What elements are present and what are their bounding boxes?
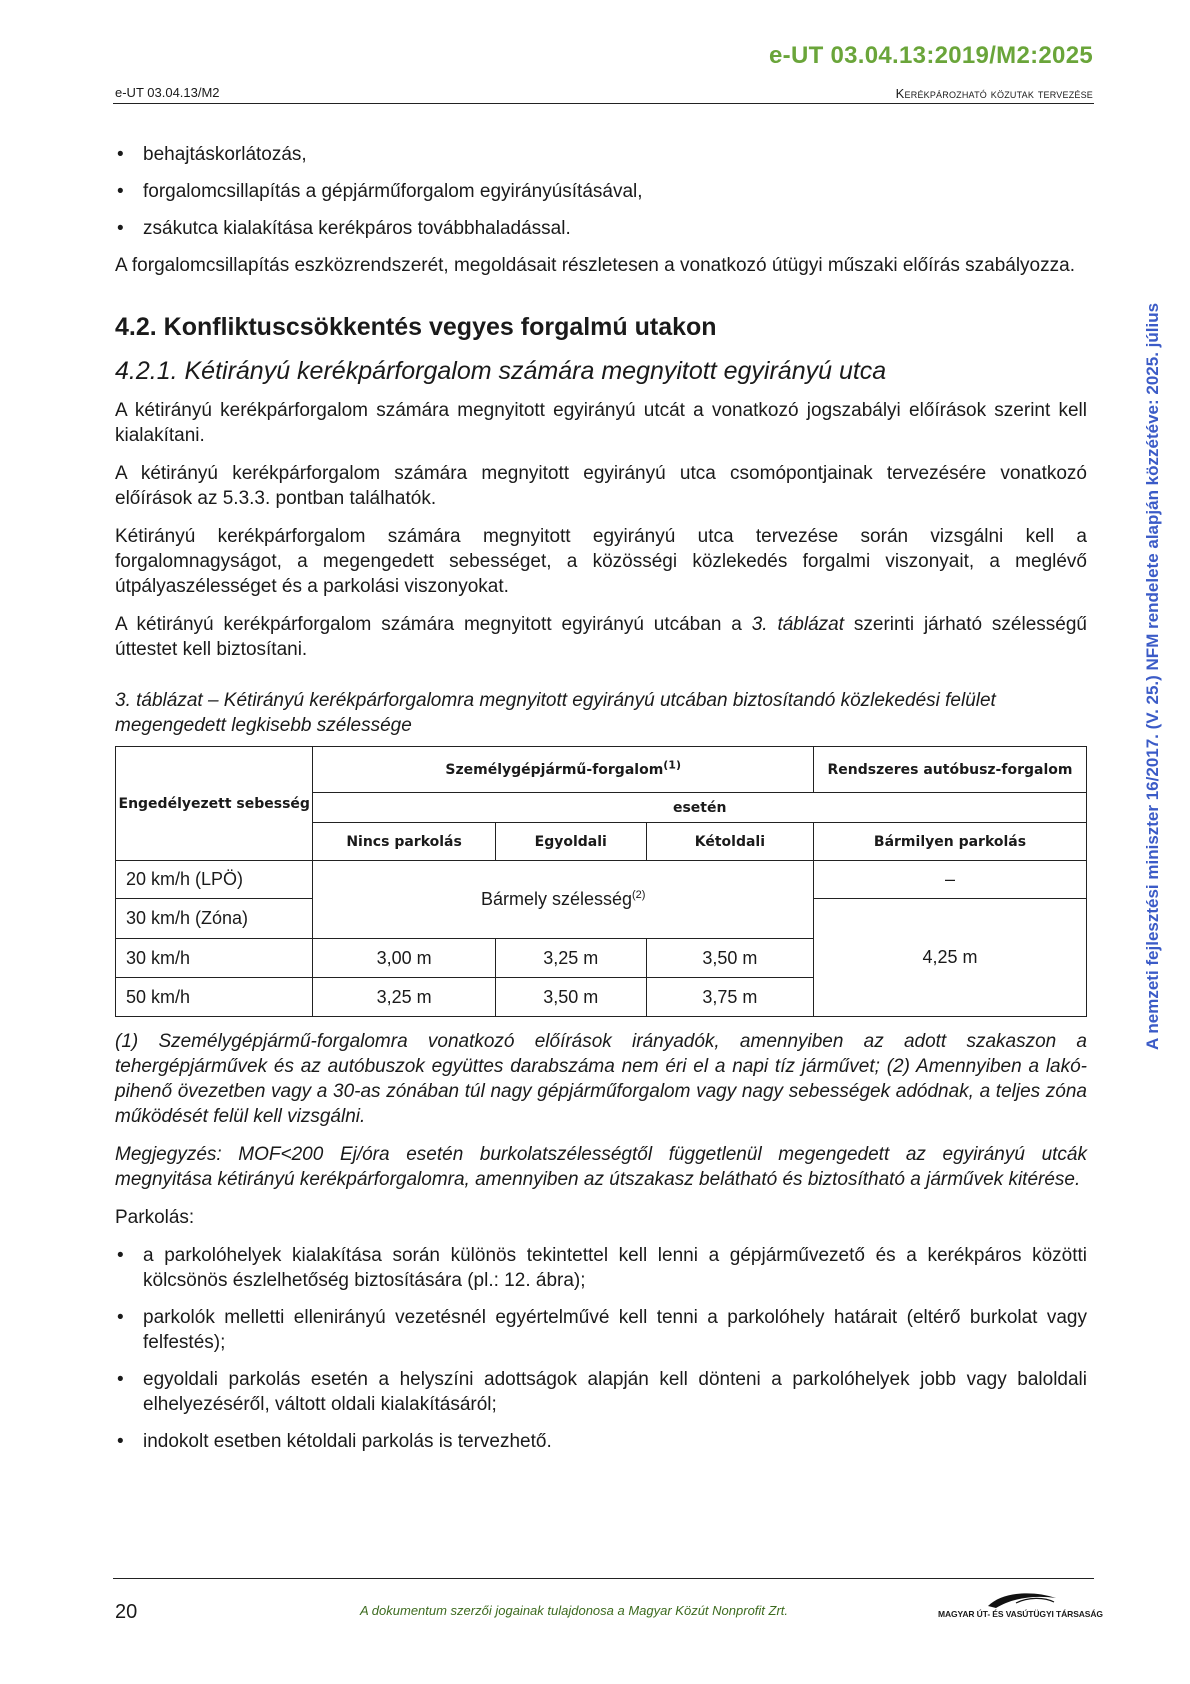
logo-text: MAGYAR ÚT- ÉS VASÚTÜGYI TÁRSASÁG: [938, 1609, 1103, 1619]
value-cell: 3,00 m: [313, 939, 495, 978]
value-cell: 3,25 m: [313, 978, 495, 1017]
paragraph: A kétirányú kerékpárforgalom számára megnyitott egyirányú utca csomópontjainak tervezésére vonatkozó előírások az 5.3.3. pontban találhatók.: [115, 463, 1087, 509]
header-bus-traffic: Rendszeres autóbusz-forgalom: [814, 747, 1087, 793]
speed-cell: 50 km/h: [116, 978, 313, 1017]
header-right: Kerékpározható közutak tervezése: [895, 86, 1093, 101]
header-one-side: Egyoldali: [495, 823, 646, 861]
speed-cell: 30 km/h: [116, 939, 313, 978]
header-car-label: Személygépjármű-forgalom: [445, 761, 664, 778]
paragraph: A forgalomcsillapítás eszközrendszerét, megoldásait részletesen a vonatkozó útügyi műszaki előírás szabályozza.: [115, 255, 1075, 276]
table-footnote: (1) Személygépjármű-forgalomra vonatkozó előírások irányadók, amennyiben az adott szakaszon a tehergépjárművek és az autóbuszok együttes darabszáma nem éri el a napi tíz járművet; (2) Amennyiben a lakó-pihenő övezetben vagy a 30-as zónában túl nagy gépjárműforgalom vagy nagy sebességek adódnak, a teljes zóna működését felül kell vizsgálni.: [115, 1031, 1087, 1127]
header-speed: Engedélyezett sebesség: [116, 747, 313, 861]
footer-rule: [113, 1578, 1094, 1579]
list-item: • parkolók melletti ellenirányú vezetésnél egyértelművé kell tenni a parkolóhely határait (eltérő burkolat vagy felfestés);: [115, 1305, 1087, 1355]
header-case: esetén: [313, 793, 1087, 823]
text: A kétirányú kerékpárforgalom számára megnyitott egyirányú utcában a: [115, 614, 752, 635]
intro-list: [115, 142, 1087, 241]
value-cell: 3,50 m: [495, 978, 646, 1017]
table-reference: 3. táblázat: [751, 614, 844, 635]
list-item: • zsákutca kialakítása kerékpáros továbbhaladással.: [115, 216, 1087, 241]
page-content: [115, 142, 1087, 1466]
bus-width-cell: 4,25 m: [814, 899, 1087, 1017]
any-width-cell: [313, 861, 814, 939]
paragraph: A kétirányú kerékpárforgalom számára megnyitott egyirányú utcát a vonatkozó jogszabályi előírások szerint kell kialakítani.: [115, 400, 1087, 446]
footnote-ref: (2): [632, 889, 646, 901]
paragraph: [115, 612, 1087, 662]
list-item: • egyoldali parkolás esetén a helyszíni adottságok alapján kell dönteni a parkolóhelyek jobb vagy baloldali elhelyezéséről, váltott oldali kialakításáról;: [115, 1367, 1087, 1417]
parking-list: [115, 1243, 1087, 1454]
footnote-ref: (1): [663, 757, 681, 771]
side-note-text: A nemzeti fejlesztési miniszter 16/2017. (V. 25.) NFM rendelete alapján közzétéve: 2025. július: [1143, 302, 1162, 1050]
note: Megjegyzés: MOF<200 Ej/óra esetén burkolatszélességtől függetlenül megengedett az egyirányú utcák megnyitása kétirányú kerékpárforgalomra, amennyiben az útszakasz belátható és biztosítható a járművek kitérése.: [115, 1144, 1087, 1190]
header-car-traffic: [313, 747, 814, 793]
document-code: e-UT 03.04.13:2019/M2:2025: [769, 42, 1093, 69]
header-left: e-UT 03.04.13/M2: [115, 85, 220, 100]
section-heading: 4.2. Konfliktuscsökkentés vegyes forgalmú utakon: [115, 313, 717, 341]
value-cell: 3,75 m: [646, 978, 813, 1017]
value-cell: 3,25 m: [495, 939, 646, 978]
copyright-note: A dokumentum szerzői jogainak tulajdonosa a Magyar Közút Nonprofit Zrt.: [360, 1603, 789, 1618]
list-item: • forgalomcsillapítás a gépjárműforgalom egyirányúsításával,: [115, 179, 1087, 204]
list-item: • behajtáskorlátozás,: [115, 142, 1087, 167]
value-cell: 3,50 m: [646, 939, 813, 978]
paragraph: Kétirányú kerékpárforgalom számára megnyitott egyirányú utca tervezése során vizsgálni kell a forgalomnagyságot, a megengedett sebességet, a közösségi közlekedés forgalmi viszonyait, a meglévő útpályaszélességet és a parkolási viszonyokat.: [115, 526, 1087, 597]
header-rule: [113, 103, 1094, 104]
table-caption: 3. táblázat – Kétirányú kerékpárforgalomra megnyitott egyirányú utcában biztosítandó közlekedési felület megengedett legkisebb szélessége: [115, 690, 996, 736]
header-any-parking: Bármilyen parkolás: [814, 823, 1087, 861]
speed-cell: 20 km/h (LPÖ): [116, 861, 313, 899]
header-no-parking: Nincs parkolás: [313, 823, 495, 861]
page-number: 20: [115, 1601, 138, 1623]
list-item: • indokolt esetben kétoldali parkolás is tervezhető.: [115, 1429, 1087, 1454]
width-table: [115, 746, 1087, 1017]
text: szerinti járható szélességű úttestet kell biztosítani.: [115, 614, 1087, 660]
any-width-label: Bármely szélesség: [480, 889, 633, 909]
parking-title: Parkolás:: [115, 1207, 195, 1228]
subsection-heading: 4.2.1. Kétirányú kerékpárforgalom számára megnyitott egyirányú utca: [115, 357, 887, 385]
dash-cell: –: [814, 861, 1087, 899]
list-item: • a parkolóhelyek kialakítása során különös tekintettel kell lenni a gépjárművezető és a kerékpáros közötti kölcsönös észlelhetőség biztosítására (pl.: 12. ábra);: [115, 1243, 1087, 1293]
header-two-side: Kétoldali: [646, 823, 813, 861]
speed-cell: 30 km/h (Zóna): [116, 899, 313, 939]
